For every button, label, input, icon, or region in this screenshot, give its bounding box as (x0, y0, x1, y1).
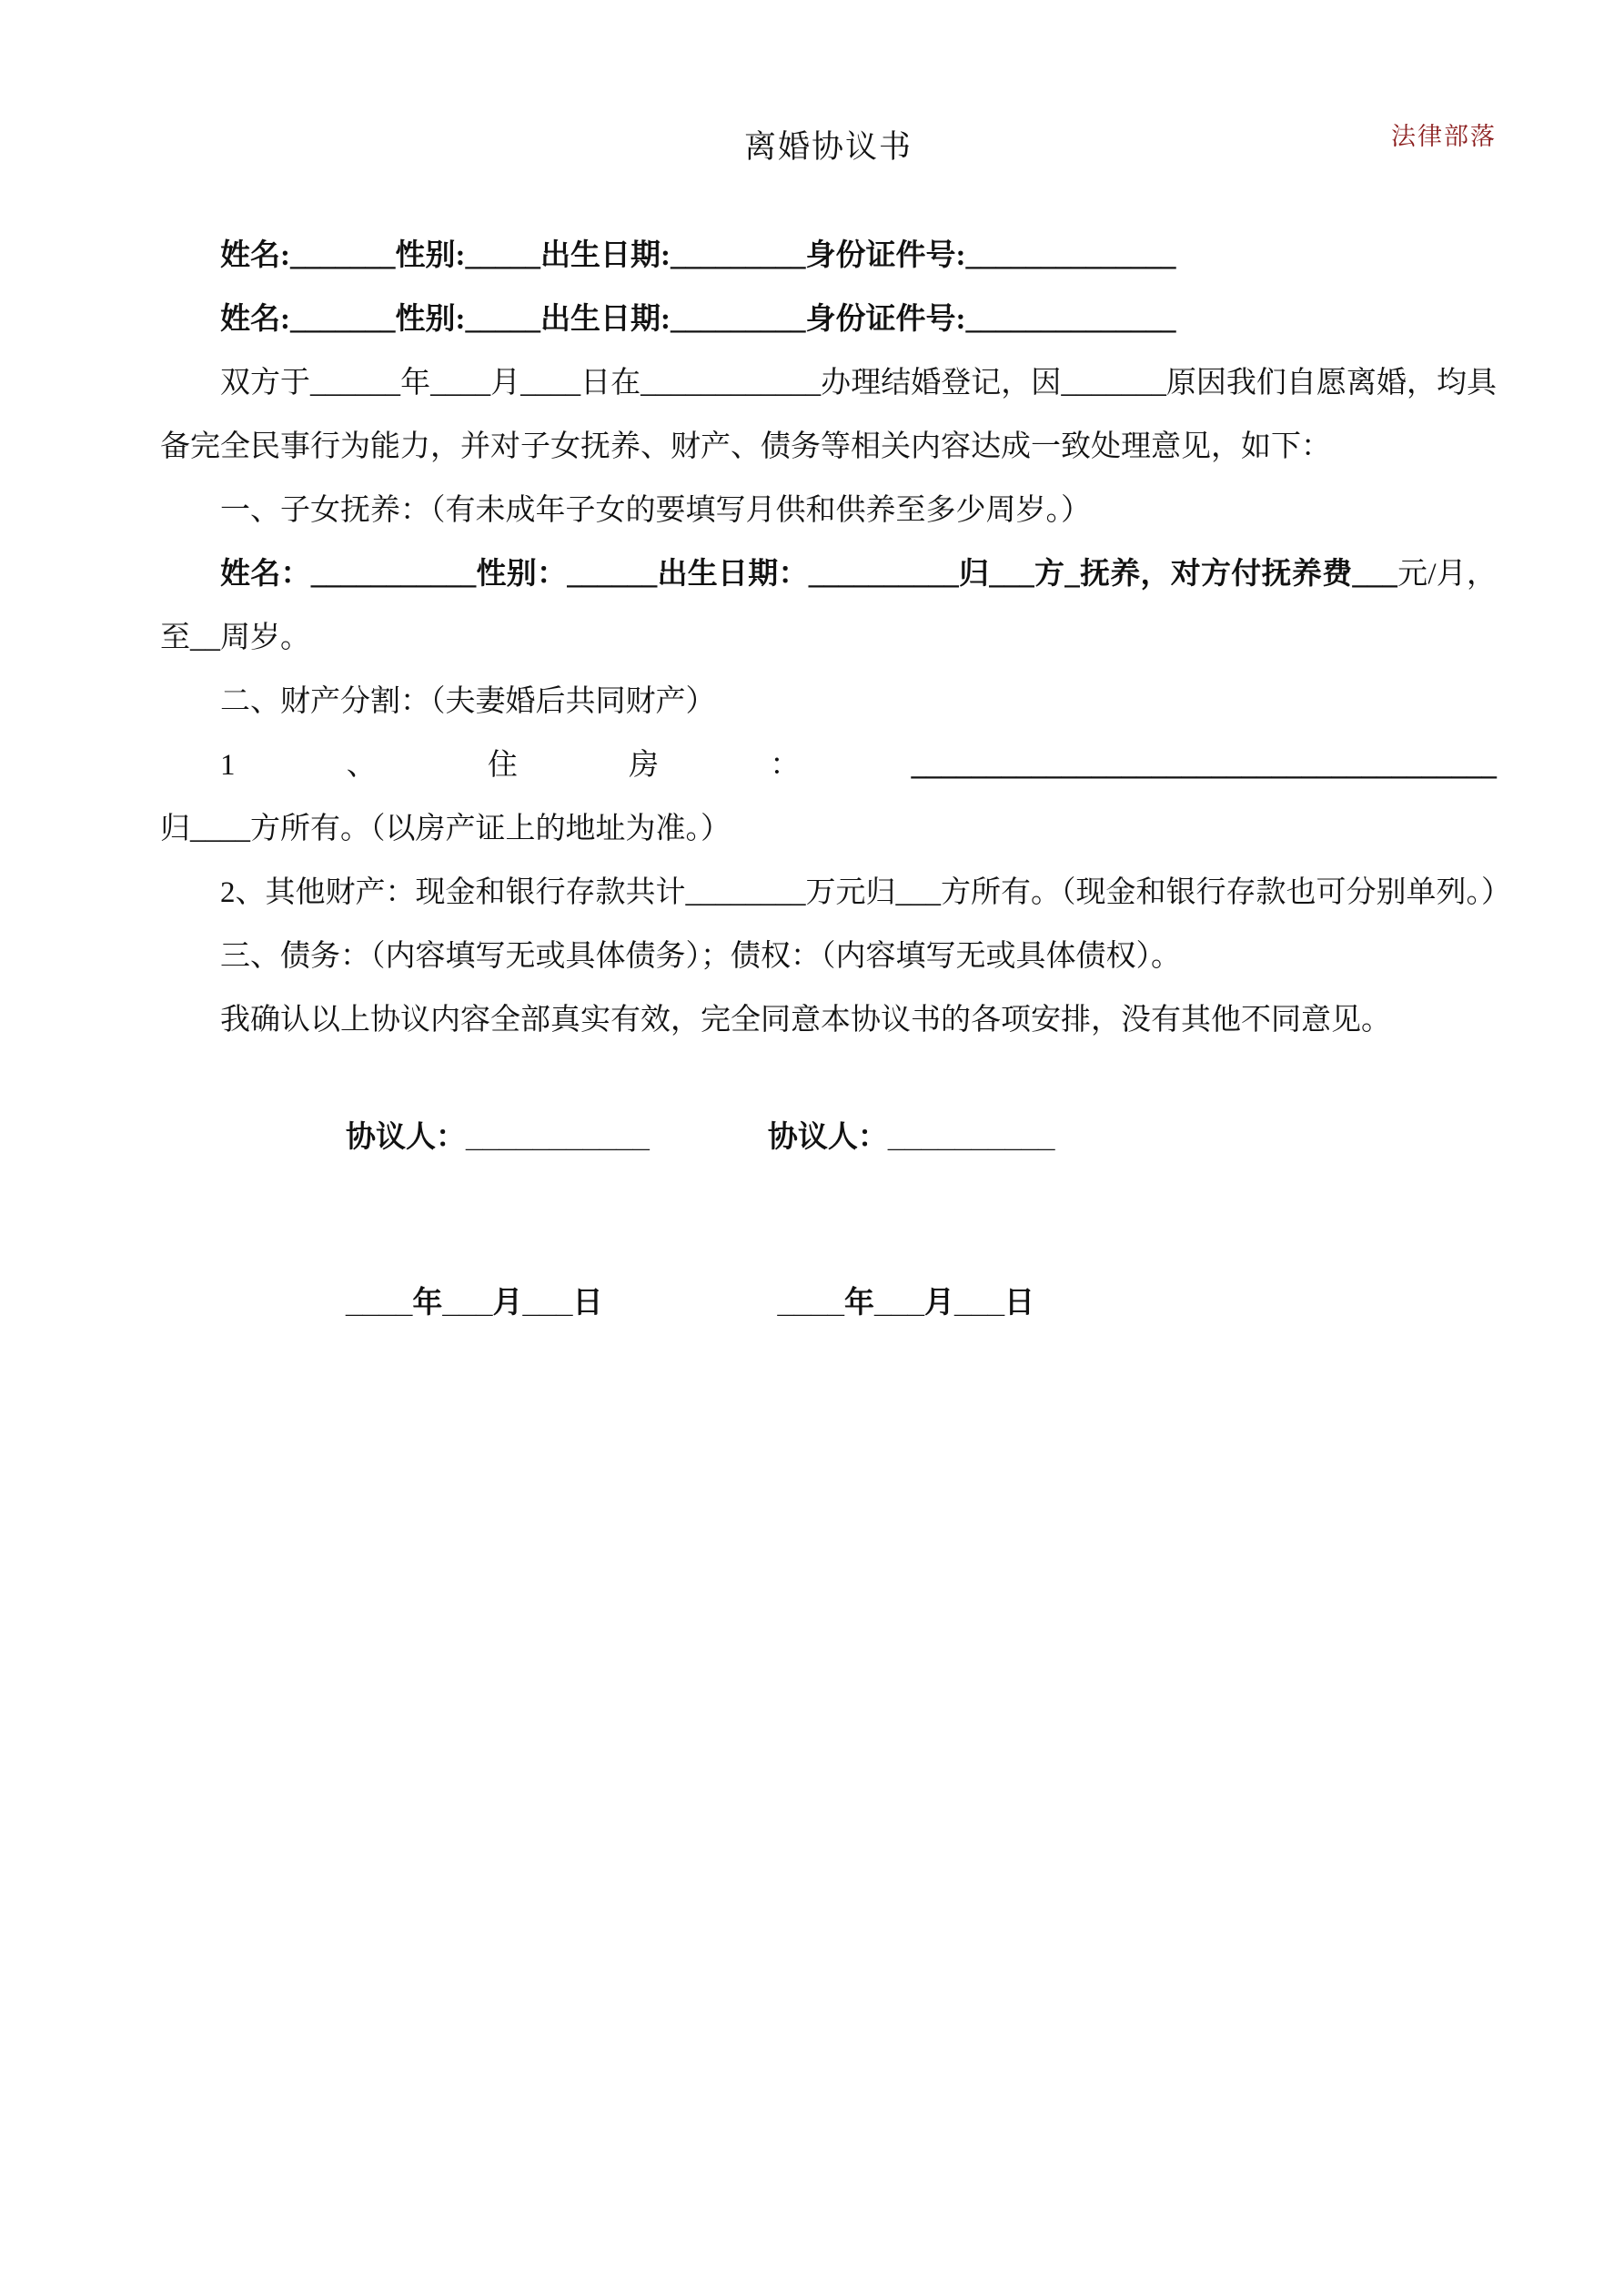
text-segment: 一、子女抚养：（有未成年子女的要填写月供和供养至多少周岁。） (220, 494, 1091, 527)
paragraph-5 (160, 670, 1497, 733)
text-segment: 1、住房： (220, 749, 912, 782)
document-body (160, 224, 1511, 1052)
fill-in-blank-text: 姓名：___________性别：______出生日期：__________归___方_抚养，对方付抚养费___ (220, 558, 1397, 591)
text-segment: 元/月，至__周岁。 (160, 558, 1498, 654)
site-watermark: 法律部落 (1391, 123, 1497, 150)
date-b-label: ____年___月___日 (777, 1285, 1035, 1319)
text-segment: 二、财产分割：（夫妻婚后共同财产） (220, 685, 716, 718)
text-segment: 我确认以上协议内容全部真实有效，完全同意本协议书的各项安排，没有其他不同意见。 (220, 1004, 1391, 1037)
paragraph-2 (160, 351, 1497, 479)
paragraph-1 (160, 288, 1497, 351)
paragraph-0 (160, 224, 1497, 288)
document-title: 离婚协议书 (743, 129, 913, 165)
text-segment: 归____方所有。（以房产证上的地址为准。） (160, 813, 731, 845)
paragraph-6 (160, 733, 1497, 861)
text-segment: 双方于______年____月____日在____________办理结婚登记，因_______原因我们自愿离婚，均具备完全民事行为能力，并对子女抚养、财产、债务等相关内容达成一致处理意见，如下： (160, 367, 1497, 463)
signature-row (346, 1105, 1497, 1168)
text-segment: 三、债务：（内容填写无或具体债务）；债权：（内容填写无或具体债权）。 (220, 940, 1181, 973)
paragraph-8 (160, 925, 1497, 988)
date-row (346, 1270, 1497, 1334)
fill-in-blank-text: 姓名:_______性别:_____出生日期:_________身份证件号:______________ (220, 303, 1176, 336)
text-segment: 2、其他财产：现金和银行存款共计________万元归___方所有。（现金和银行存款也可分别单列。） (220, 876, 1511, 909)
paragraph-9 (160, 988, 1497, 1052)
paragraph-7 (160, 861, 1511, 925)
fill-in-blank-text: 姓名:_______性别:_____出生日期:_________身份证件号:______________ (220, 239, 1176, 272)
signatory-b-label: 协议人：__________ (767, 1119, 1055, 1153)
fill-in-blank-text: _______________________________________ (911, 749, 1497, 782)
paragraph-4 (160, 542, 1497, 670)
paragraph-3 (160, 479, 1497, 542)
signatory-a-label: 协议人：___________ (346, 1119, 650, 1153)
date-a-label: ____年___月___日 (346, 1285, 603, 1319)
